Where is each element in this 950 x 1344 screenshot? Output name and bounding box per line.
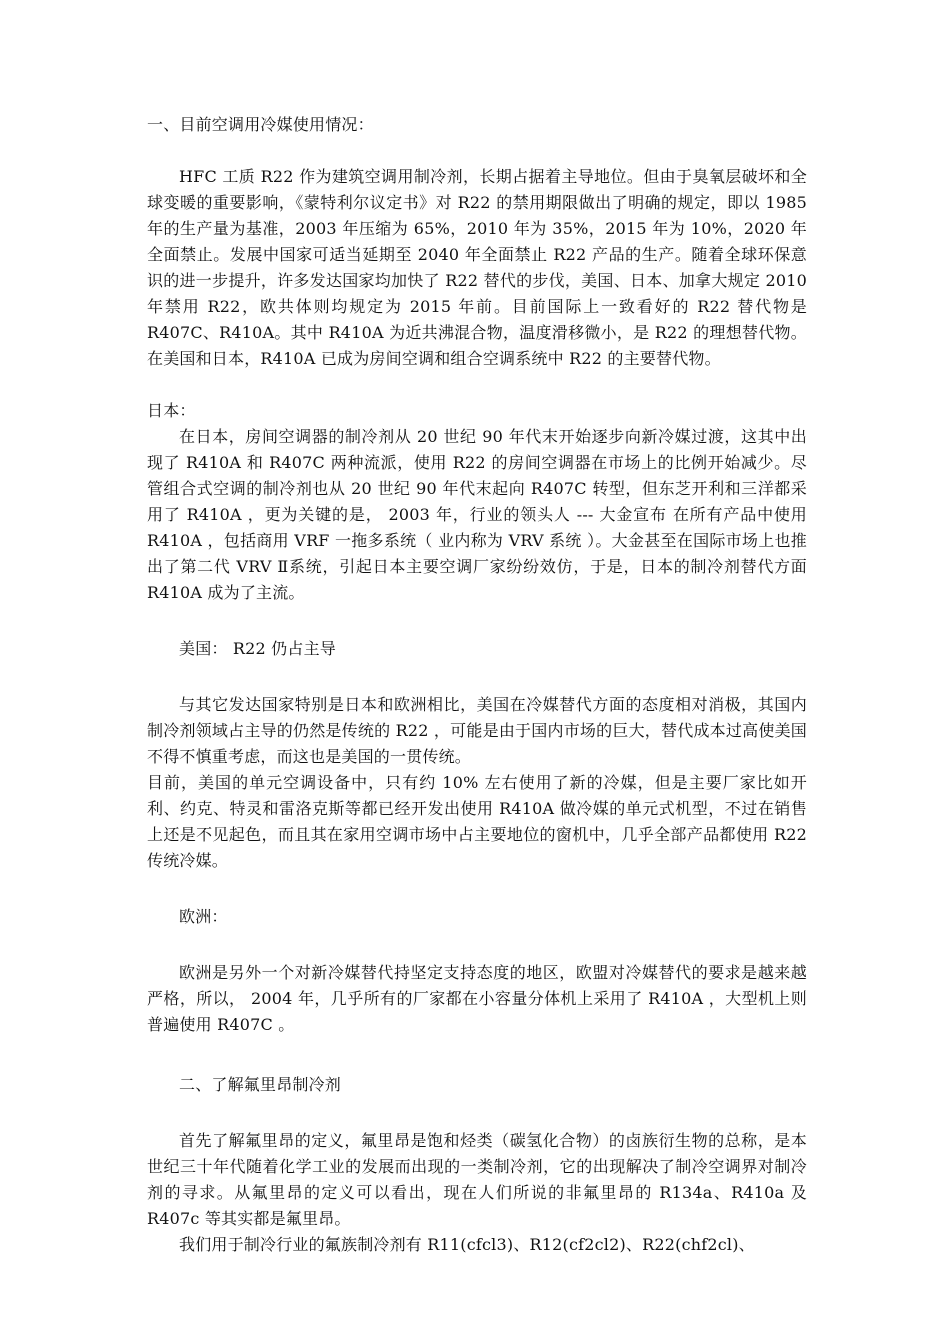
section1-heading: 一、目前空调用冷媒使用情况： [147,115,374,134]
usa-heading: 美国： R22 仍占主导 [179,639,336,658]
document-body [147,112,807,1258]
usa-paragraph-1: 与其它发达国家特别是日本和欧洲相比，美国在冷媒替代方面的态度相对消极，其国内制冷剂领域占主导的仍然是传统的 R22 ，可能是由于国内市场的巨大，替代成本过高使美国不得不慎重考虑，而这也是美国的一贯传统。 [147,695,807,766]
japan-paragraph: 在日本，房间空调器的制冷剂从 20 世纪 90 年代末开始逐步向新冷媒过渡，这其中出现了 R410A 和 R407C 两种流派，使用 R22 的房间空调器在市场上的比例开始减少。尽管组合式空调的制冷剂也从 20 世纪 90 年代末起向 R407C 转型，但东芝开利和三洋都采用了 R410A ，更为关键的是， 2003 年，行业的领头人 --- 大金宣布 在所有产品中使用 R410A ，包括商用 VRF 一拖多系统（ 业内称为 VRV 系统 ）。大金甚至在国际市场上也推出了第二代 VRV Ⅱ系统，引起日本主要空调厂家纷纷效仿，于是，日本的制冷剂替代方面 R410A 成为了主流。 [147,427,807,602]
section1-paragraph: HFC 工质 R22 作为建筑空调用制冷剂，长期占据着主导地位。但由于臭氧层破坏和全球变暖的重要影响，《蒙特利尔议定书》对 R22 的禁用期限做出了明确的规定，即以 1985 年的生产量为基准，2003 年压缩为 65%，2010 年为 35%，2015 年为 10%，2020 年全面禁止。发展中国家可适当延期至 2040 年全面禁止 R22 产品的生产。随着全球环保意识的进一步提升，许多发达国家均加快了 R22 替代的步伐，美国、日本、加拿大规定 2010 年禁用 R22，欧共体则均规定为 2015 年前。目前国际上一致看好的 R22 替代物是 R407C、R410A。其中 R410A 为近共沸混合物，温度滑移微小，是 R22 的理想替代物。在美国和日本，R410A 已成为房间空调和组合空调系统中 R22 的主要替代物。 [147,167,807,368]
section2-paragraph-1: 首先了解氟里昂的定义，氟里昂是饱和烃类（碳氢化合物）的卤族衍生物的总称，是本世纪三十年代随着化学工业的发展而出现的一类制冷剂，它的出现解决了制冷空调界对制冷剂的寻求。从氟里昂的定义可以看出，现在人们所说的非氟里昂的 R134a、R410a 及 R407c 等其实都是氟里昂。 [147,1131,807,1228]
usa-paragraph-2: 目前，美国的单元空调设备中，只有约 10% 左右使用了新的冷媒，但是主要厂家比如开利、约克、特灵和雷洛克斯等都已经开发出使用 R410A 做冷媒的单元式机型，不过在销售上还是不见起色，而且其在家用空调市场中占主要地位的窗机中，几乎全部产品都使用 R22 传统冷媒。 [147,773,807,870]
japan-heading: 日本： [147,401,196,420]
section2-paragraph-2: 我们用于制冷行业的氟族制冷剂有 R11(cfcl3)、R12(cf2cl2)、R22(chf2cl)、 [179,1235,755,1254]
europe-heading: 欧洲： [179,907,228,926]
section2-heading: 二、了解氟里昂制冷剂 [179,1075,342,1094]
europe-paragraph: 欧洲是另外一个对新冷媒替代持坚定支持态度的地区，欧盟对冷媒替代的要求是越来越严格，所以， 2004 年，几乎所有的厂家都在小容量分体机上采用了 R410A ，大型机上则普遍使用 R407C 。 [147,963,807,1034]
